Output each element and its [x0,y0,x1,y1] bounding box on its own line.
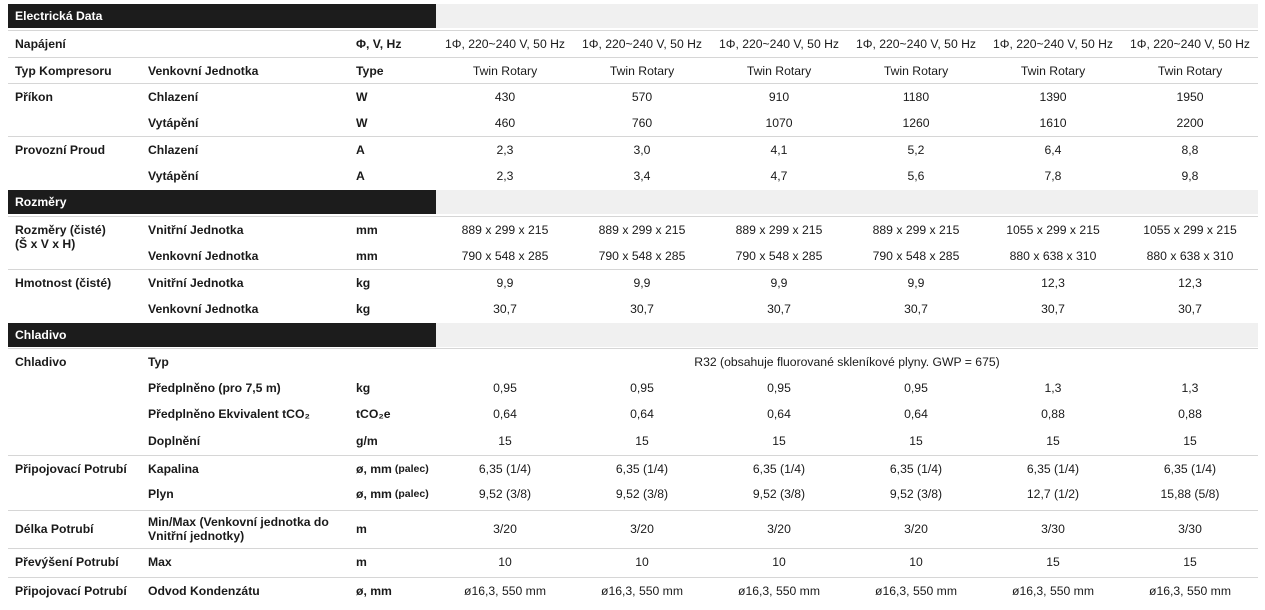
value-cell: 30,7 [630,302,654,316]
row-unit [356,578,392,604]
value-cell: 6,35 (1/4) [752,462,806,476]
row-label: Připojovací Potrubí [15,462,127,476]
table-row [8,510,1258,547]
unit-text: A [356,143,365,157]
value-cell: 7,8 [1044,169,1062,183]
unit-text: kg [356,302,371,316]
value-cell: 6,35 (1/4) [1163,462,1217,476]
value-cell: 5,6 [907,169,925,183]
value-cell: 4,7 [770,169,788,183]
value-cell: 30,7 [1178,302,1202,316]
section-header-refrigerant [8,323,1258,347]
value-cell: 760 [631,116,653,130]
value-cell: 0,95 [767,381,791,395]
value-cell: 889 x 299 x 215 [461,223,549,237]
table-row [8,83,1258,110]
row-sublabel: Typ [148,355,169,369]
value-cell: 3/20 [904,522,928,536]
section-title: Electrická Data [8,4,436,28]
unit-text: kg [356,276,371,290]
section-title: Rozměry [8,190,436,214]
value-cell: 0,64 [767,407,791,421]
table-row [8,348,1258,375]
table-row [8,577,1258,604]
value-cell: 15 [1183,555,1197,569]
unit-text: g/m [356,434,378,448]
row-sublabel: Venkovní Jednotka [148,302,259,316]
value-cell: 889 x 299 x 215 [735,223,823,237]
value-cell: 430 [494,90,516,104]
unit-note: (palec) [394,463,429,475]
table-row [8,163,1258,189]
value-cell: 880 x 638 x 310 [1009,249,1097,263]
row-unit [356,137,365,163]
value-cell: 12,7 (1/2) [1026,487,1080,501]
table-row [8,428,1258,454]
value-cell: ø16,3, 550 mm [464,584,546,598]
row-unit [356,84,368,110]
table-row [8,401,1258,427]
row-unit [356,296,370,322]
value-cell: 3,4 [633,169,651,183]
value-cell: 1Φ, 220~240 V, 50 Hz [581,37,703,51]
row-label: Převýšení Potrubí [15,555,119,569]
value-cell: 9,8 [1181,169,1199,183]
value-cell: 1070 [765,116,793,130]
value-cell: 3/20 [493,522,517,536]
row-unit [356,428,378,454]
value-cell: 9,52 (3/8) [615,487,669,501]
row-sublabel: Kapalina [148,462,199,476]
row-sublabel: Odvod Kondenzátu [148,584,260,598]
value-cell: 889 x 299 x 215 [872,223,960,237]
table-row [8,243,1258,269]
row-label: Typ Kompresoru [15,64,112,78]
unit-text: tCO₂e [356,407,391,421]
value-cell: 1950 [1176,90,1204,104]
value-cell: 1,3 [1181,381,1199,395]
value-cell: 9,9 [633,276,651,290]
value-cell: 2200 [1176,116,1204,130]
value-cell: Twin Rotary [472,64,538,78]
row-label-line: (Š x V x H) [15,237,76,251]
value-cell: 880 x 638 x 310 [1146,249,1234,263]
row-sublabel: Venkovní Jednotka [148,64,259,78]
section-header-electric [8,4,1258,28]
row-label: Chladivo [15,355,67,369]
row-sublabel: Předplněno (pro 7,5 m) [148,381,281,395]
row-sublabel: Chlazení [148,90,199,104]
table-row [8,375,1258,401]
value-cell: 15 [1183,434,1197,448]
row-label: Napájení [15,37,66,51]
row-unit [356,401,391,427]
row-unit [356,549,367,575]
row-unit [356,375,370,401]
row-label-line: Rozměry (čisté) [15,223,106,237]
row-label: Příkon [15,90,53,104]
value-cell: 30,7 [493,302,517,316]
value-cell: 6,4 [1044,143,1062,157]
value-cell: 12,3 [1041,276,1065,290]
value-cell: 30,7 [767,302,791,316]
value-cell: 4,1 [770,143,788,157]
value-cell: 3/30 [1041,522,1065,536]
value-cell: 9,9 [907,276,925,290]
value-cell: 1Φ, 220~240 V, 50 Hz [1129,37,1251,51]
row-label: Provozní Proud [15,143,106,157]
unit-text: ø, mm [356,584,392,598]
value-cell: 3/30 [1178,522,1202,536]
row-sublabel: Vytápění [148,116,199,130]
value-cell: 3/20 [630,522,654,536]
value-cell: 1Φ, 220~240 V, 50 Hz [855,37,977,51]
value-cell: 9,9 [770,276,788,290]
value-cell: 9,9 [496,276,514,290]
row-sublabel: Plyn [148,487,174,501]
row-sublabel: Vnitřní Jednotka [148,276,244,290]
row-unit [356,110,368,136]
row-unit [356,270,370,296]
row-label: Připojovací Potrubí [15,584,127,598]
row-unit [356,456,429,482]
value-cell: 0,95 [630,381,654,395]
row-sublabel: Doplnění [148,434,201,448]
row-label: Délka Potrubí [15,522,94,536]
value-cell: 15 [909,434,923,448]
row-unit [356,243,378,269]
row-unit [356,58,384,84]
value-cell: 30,7 [1041,302,1065,316]
value-cell: Twin Rotary [883,64,949,78]
value-cell: 8,8 [1181,143,1199,157]
value-cell: 15 [498,434,512,448]
value-cell: 460 [494,116,516,130]
value-cell: Twin Rotary [1020,64,1086,78]
value-cell: 10 [909,555,923,569]
unit-text: kg [356,381,371,395]
row-unit [356,481,429,507]
unit-text: mm [356,223,378,237]
value-cell: 15 [635,434,649,448]
value-cell: 0,95 [904,381,928,395]
value-cell: 3,0 [633,143,651,157]
table-row [8,296,1258,322]
value-cell: 790 x 548 x 285 [598,249,686,263]
value-cell: 2,3 [496,169,514,183]
value-cell: 1,3 [1044,381,1062,395]
value-cell: 0,88 [1178,407,1202,421]
value-cell: 790 x 548 x 285 [735,249,823,263]
value-cell: 15 [1046,434,1060,448]
value-cell: ø16,3, 550 mm [875,584,957,598]
value-cell: 30,7 [904,302,928,316]
unit-text: W [356,90,368,104]
value-cell: Twin Rotary [609,64,675,78]
value-cell: 0,64 [904,407,928,421]
value-cell: 9,52 (3/8) [478,487,532,501]
unit-note: (palec) [394,488,429,500]
value-cell: 1390 [1039,90,1067,104]
value-cell: 1180 [902,90,930,104]
value-cell: 570 [631,90,653,104]
row-unit [356,511,367,547]
value-cell: 0,64 [493,407,517,421]
value-cell: 10 [772,555,786,569]
table-row [8,216,1258,251]
table-row [8,30,1258,57]
value-cell: 0,88 [1041,407,1065,421]
value-cell: 1Φ, 220~240 V, 50 Hz [992,37,1114,51]
value-cell: 9,52 (3/8) [752,487,806,501]
unit-text: m [356,522,367,536]
value-cell: 10 [635,555,649,569]
value-cell: 10 [498,555,512,569]
table-row [8,481,1258,507]
value-cell: Twin Rotary [1157,64,1223,78]
row-unit [356,217,378,243]
value-cell: 6,35 (1/4) [1026,462,1080,476]
unit-text: ø, mm [356,487,392,501]
unit-text: mm [356,249,378,263]
row-label: Hmotnost (čisté) [15,276,112,290]
value-cell: 15 [1046,555,1060,569]
unit-text: Type [356,64,384,78]
row-sublabel: Chlazení [148,143,199,157]
value-cell: ø16,3, 550 mm [1149,584,1231,598]
value-cell: 15,88 (5/8) [1160,487,1220,501]
value-cell: ø16,3, 550 mm [1012,584,1094,598]
row-unit [356,31,401,57]
row-sublabel: Vnitřní Jednotka [148,223,244,237]
table-row [8,110,1258,136]
value-cell: 5,2 [907,143,925,157]
value-cell: 3/20 [767,522,791,536]
value-cell: 6,35 (1/4) [478,462,532,476]
value-cell: 1610 [1039,116,1067,130]
value-cell: Twin Rotary [746,64,812,78]
table-row [8,269,1258,296]
row-unit [356,163,365,189]
unit-text: Φ, V, Hz [356,37,402,51]
table-row [8,548,1258,575]
table-row [8,57,1258,84]
value-cell: 1Φ, 220~240 V, 50 Hz [444,37,566,51]
value-cell: 0,64 [630,407,654,421]
value-cell: 15 [772,434,786,448]
value-cell: 910 [768,90,790,104]
value-cell: ø16,3, 550 mm [738,584,820,598]
unit-text: m [356,555,367,569]
section-title: Chladivo [8,323,436,347]
row-sublabel: Venkovní Jednotka [148,249,259,263]
value-cell: 2,3 [496,143,514,157]
section-header-dimensions [8,190,1258,214]
row-sublabel: Max [148,555,172,569]
table-row [8,455,1258,482]
unit-text: W [356,116,368,130]
value-cell: 1Φ, 220~240 V, 50 Hz [718,37,840,51]
value-cell: 12,3 [1178,276,1202,290]
value-cell: 0,95 [493,381,517,395]
value-cell: 1055 x 299 x 215 [1006,223,1100,237]
value-cell: 1260 [902,116,930,130]
unit-text: A [356,169,365,183]
value-span: R32 (obsahuje fluorované skleníkové plyny. GWP = 675) [694,355,1000,369]
value-cell: 6,35 (1/4) [615,462,669,476]
value-cell: 1055 x 299 x 215 [1143,223,1237,237]
unit-text: ø, mm [356,462,392,476]
value-cell: 9,52 (3/8) [889,487,943,501]
value-cell: 6,35 (1/4) [889,462,943,476]
value-cell: 790 x 548 x 285 [872,249,960,263]
value-cell: ø16,3, 550 mm [601,584,683,598]
table-row [8,136,1258,163]
value-cell: 790 x 548 x 285 [461,249,549,263]
row-sublabel: Předplněno Ekvivalent tCO₂ [148,407,310,421]
row-sublabel: Min/Max (Venkovní jednotka do Vnitřní jednotky) [148,515,329,543]
row-sublabel: Vytápění [148,169,199,183]
value-cell: 889 x 299 x 215 [598,223,686,237]
